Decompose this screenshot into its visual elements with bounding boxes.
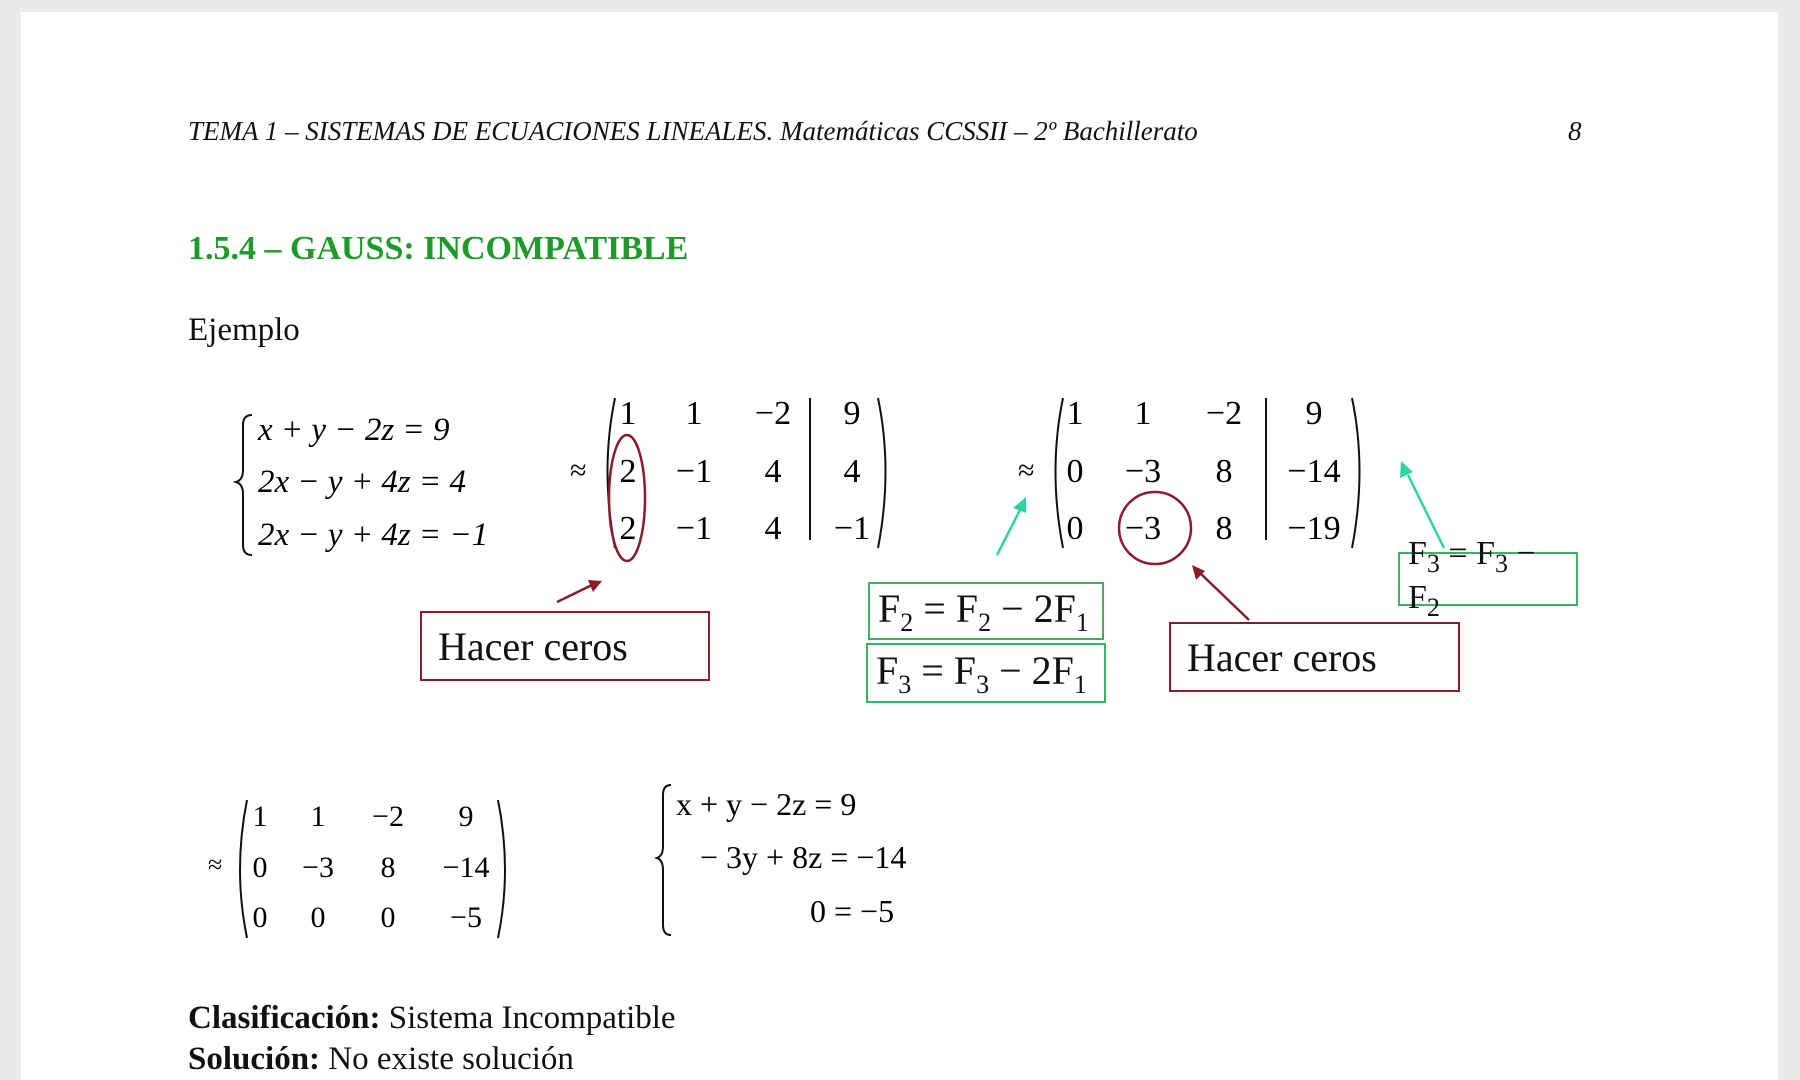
system-brace [236,415,252,555]
page-header: TEMA 1 – SISTEMAS DE ECUACIONES LINEALES. Matemáticas CCSSII – 2º Bachillerato [188,116,1198,146]
classification-label: Clasificación: [188,1000,381,1036]
hacer-ceros-label-2: Hacer ceros [1187,634,1377,680]
matrix3-cell: 0 [252,901,268,934]
matrix2-cell: 9 [1305,395,1323,432]
solution-label: Solución: [188,1041,321,1077]
final-eq3: 0 = −5 [810,893,895,929]
section-title: 1.5.4 – GAUSS: INCOMPATIBLE [188,230,689,267]
page-number: 8 [1568,116,1582,146]
matrix3-cell: −2 [372,800,404,833]
arrow-red-2-head [1192,565,1205,580]
matrix2-cell: −3 [1124,510,1162,547]
matrix3-cell: −14 [442,851,490,884]
matrix3-cell: 0 [310,901,326,934]
matrix2-cell: −2 [1205,395,1243,432]
final-eq2: − 3y + 8z = −14 [700,839,907,875]
hacer-ceros-label-1: Hacer ceros [438,623,628,669]
matrix2-cell: −3 [1124,453,1162,490]
op-f3-label: $F_3 = F_3 - 2F_1$ [876,647,1087,699]
approx-3: ≈ [208,850,223,879]
matrix3-cell: 1 [252,800,268,833]
matrix2-cell: 8 [1215,453,1233,490]
classification-line [188,1000,676,1037]
arrow-teal-1 [997,510,1020,555]
hacer-ceros-box-2 [1169,622,1460,692]
matrix1-cell: 2 [619,510,637,547]
matrix1-cell: 1 [685,395,703,432]
matrix3-cell: 0 [380,901,396,934]
matrix1 [620,395,871,547]
matrix1-cell: 4 [764,453,782,490]
example-label: Ejemplo [188,312,300,348]
matrix2-cell: 0 [1066,453,1084,490]
matrix1-cell: −1 [833,510,871,547]
matrix3-cell: −3 [302,851,334,884]
matrix1-cell: 2 [619,453,637,490]
matrix3-right-paren [498,800,505,938]
op-f3-box [866,643,1106,703]
matrix1-cell: 4 [764,510,782,547]
matrix3-cell: 9 [458,800,474,833]
op-f2-label: $F_2 = F_2 - 2F_1$ [878,585,1089,637]
matrix2 [1067,395,1341,547]
matrix2-cell: −19 [1287,510,1341,547]
op-f2-box [868,582,1104,640]
matrix2-right-paren [1352,398,1360,548]
matrix3-cell: 0 [252,851,268,884]
final-system-brace [657,785,671,935]
matrix2-cell: −14 [1287,453,1341,490]
matrix1-cell: 1 [619,395,637,432]
matrix1-cell: 9 [843,395,861,432]
arrow-red-2 [1200,573,1249,620]
matrix1-cell: −2 [754,395,792,432]
classification-value: Sistema Incompatible [380,1000,676,1036]
solution-value: No existe solución [320,1041,574,1077]
matrix3-cell: −5 [450,901,482,934]
matrix2-cell: 0 [1066,510,1084,547]
system-eq2: 2x − y + 4z = 4 [258,464,466,500]
matrix2-cell: 8 [1215,510,1233,547]
matrix2-left-paren [1056,398,1064,548]
matrix3-cell: 8 [380,851,396,884]
matrix3-left-paren [240,800,247,938]
matrix1-cell: −1 [675,453,713,490]
system-eq1: x + y − 2z = 9 [258,412,450,448]
op-f3b-label: $F_3 = F_3 - F_2$ [1408,535,1536,622]
matrix1-cell: −1 [675,510,713,547]
system-eq3: 2x − y + 4z = −1 [258,517,489,553]
op-f3b-box [1398,535,1578,622]
arrow-red-1 [557,584,594,602]
final-eq1: x + y − 2z = 9 [676,786,857,822]
hacer-ceros-box-1 [420,611,710,681]
arrow-teal-2-head [1400,461,1413,478]
solution-line [188,1041,574,1078]
matrix1-right-paren [878,398,886,548]
matrix3 [253,800,490,934]
approx-1: ≈ [570,454,587,487]
matrix2-cell: 1 [1066,395,1084,432]
matrix2-cell: 1 [1134,395,1152,432]
matrix3-cell: 1 [310,800,326,833]
matrix1-cell: 4 [843,453,861,490]
approx-2: ≈ [1018,454,1035,487]
